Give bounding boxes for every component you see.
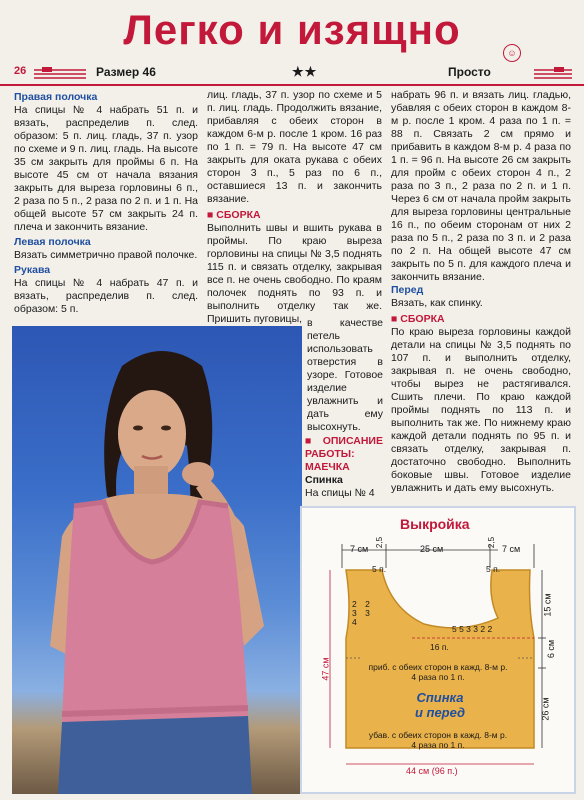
paragraph: Выполнить швы и вшить рукава в проймы. По краю выреза горловины на спицы № 3,5 поднять 115 п. и связать отделку, закрывая все п. не очень свободно. По краям полочек поднять по 93 п. и выполнить отделку так же. Пришить пуговицы,	[207, 222, 382, 325]
text-column-2c	[305, 432, 383, 500]
paragraph: На спицы № 4	[305, 487, 375, 499]
paragraph: На спицы № 4 набрать 47 п. и вязать, распределив п. след. образом: 5 п.	[14, 277, 198, 315]
section-heading: Правая полочка	[14, 91, 98, 103]
section-subheading: Спинка	[305, 474, 343, 486]
dim-label: 16 п.	[430, 642, 449, 652]
size-label: Размер 46	[96, 65, 156, 79]
text-column-2	[207, 89, 382, 326]
page-number: 26	[14, 65, 27, 77]
model-photo	[12, 326, 302, 794]
dim-label: 25 см	[420, 544, 444, 554]
dim-label: 2,5	[487, 536, 497, 549]
pattern-diagram	[300, 506, 576, 794]
text-column-2b	[307, 317, 383, 434]
section-heading: Левая полочка	[14, 236, 91, 248]
decorative-lines-icon	[34, 67, 86, 79]
piece-label: Спинка и перед	[414, 690, 466, 720]
dec-note: убав. с обеих сторон в кажд. 8-м р. 4 раза по 1 п.	[368, 730, 508, 750]
paragraph: Вязать симметрично правой полочке.	[14, 249, 198, 261]
dim-label: 5 п.	[486, 564, 501, 574]
armhole-steps: 2 2 3 3 4	[352, 599, 370, 627]
text-column-3	[391, 89, 571, 495]
dim-label: 26 см	[540, 697, 551, 721]
dim-label: 5 п.	[372, 564, 387, 574]
dim-label: 6 см	[546, 639, 557, 659]
section-heading: ■ СБОРКА	[391, 313, 445, 325]
section-heading: ■ СБОРКА	[207, 209, 261, 221]
difficulty-stars: ★★	[292, 64, 318, 79]
paragraph: По краю выреза горловины каждой детали на спицы № 3,5 поднять по 107 п. и выполнить отделку, закрывая п. не очень свободно, чтобы вырез не растягивался. Сшить плечи. По краю каждой проймы поднять по 113 п. и выполнить так же. По нижнему краю каждой детали поднять по 95 п. и связать отделку, закрывая п. достаточно свободно. Выполнить боковые швы. Готовое изделие увлажнить и дать ему высохнуть.	[391, 326, 571, 494]
dim-label: 44 см (96 п.)	[406, 766, 458, 776]
section-heading: ■ ОПИСАНИЕ РАБОТЫ: МАЕЧКА	[305, 435, 383, 473]
paragraph: лиц. гладь, 37 п. узор по схеме и 5 п. лиц. гладь. Продолжить вязание, прибавляя с обеих сторон в каждом 6-м р. после 1 кром. 16 раз по 1 п. = 79 п. На высоте 47 см закрыть для оката рукава с обеих сторон 3 п., 5 раз по 6 п., оставшиеся 13 п. и закончить вязание.	[207, 89, 382, 205]
model-illustration	[12, 326, 302, 794]
decorative-lines-icon	[534, 67, 572, 79]
neck-steps: 5 5 3 3 2 2	[452, 624, 493, 634]
dim-label: 7 см	[502, 544, 521, 554]
dim-label: 2,5	[375, 536, 385, 549]
knit-symbol-icon: ☺	[503, 44, 521, 62]
pattern-title: Выкройка	[400, 516, 470, 532]
dim-label: 15 см	[542, 593, 553, 617]
header-rule	[0, 84, 584, 86]
paragraph: На спицы № 4 набрать 51 п. и вязать, распределив п. след. образом: 5 п. лиц. гладь, 37 п. узор по схеме и 9 п. лиц. гладь. На высоте 35 см закрыть для проймы 6 п. На высоте 45 см от начала вязания закрыть для выреза горловины 6 п., 2 раза по 5 п., 2 раза по 2 п. и 1 п. На общей высоте 57 см закрыть 24 п. плеча и закончить вязание.	[14, 104, 198, 233]
section-heading: Рукава	[14, 264, 51, 276]
text-column-1	[14, 89, 198, 316]
section-heading: Перед	[391, 284, 424, 296]
header-bar	[14, 65, 570, 81]
inc-note: приб. с обеих сторон в кажд. 8-м р. 4 раза по 1 п.	[368, 662, 508, 682]
dim-label: 7 см	[350, 544, 369, 554]
page-title: Легко и изящно	[123, 6, 461, 53]
difficulty-label: Просто	[448, 65, 491, 79]
paragraph: Вязать, как спинку.	[391, 297, 483, 309]
paragraph: набрать 96 п. и вязать лиц. гладью, убавляя с обеих сторон в каждом 8-м р. после 1 кром. 4 раза по 1 п. = 88 п. Связать 2 см прямо и прибавить в каждом 8-м р. 4 раза по 1 п. = 96 п. На высоте 26 см закрыть для пройм с обеих сторон 4 п., 2 раза по 3 п., 2 раза по 2 п. и 1 п. Через 6 см от начала пройм закрыть для выреза горловины центральные 16 п., по обеим сторонам от них 2 раза по 5 п., 2 раза по 3 п. и 2 раза по 2 п. На общей высоте 47 см закрыть по 5 п. для каждого плеча и закончить вязание.	[391, 89, 571, 283]
dim-label: 47 см	[320, 657, 331, 681]
paragraph: в качестве петель использовать отверстия в узоре. Готовое изделие увлажнить и дать ему высохнуть.	[307, 317, 383, 433]
